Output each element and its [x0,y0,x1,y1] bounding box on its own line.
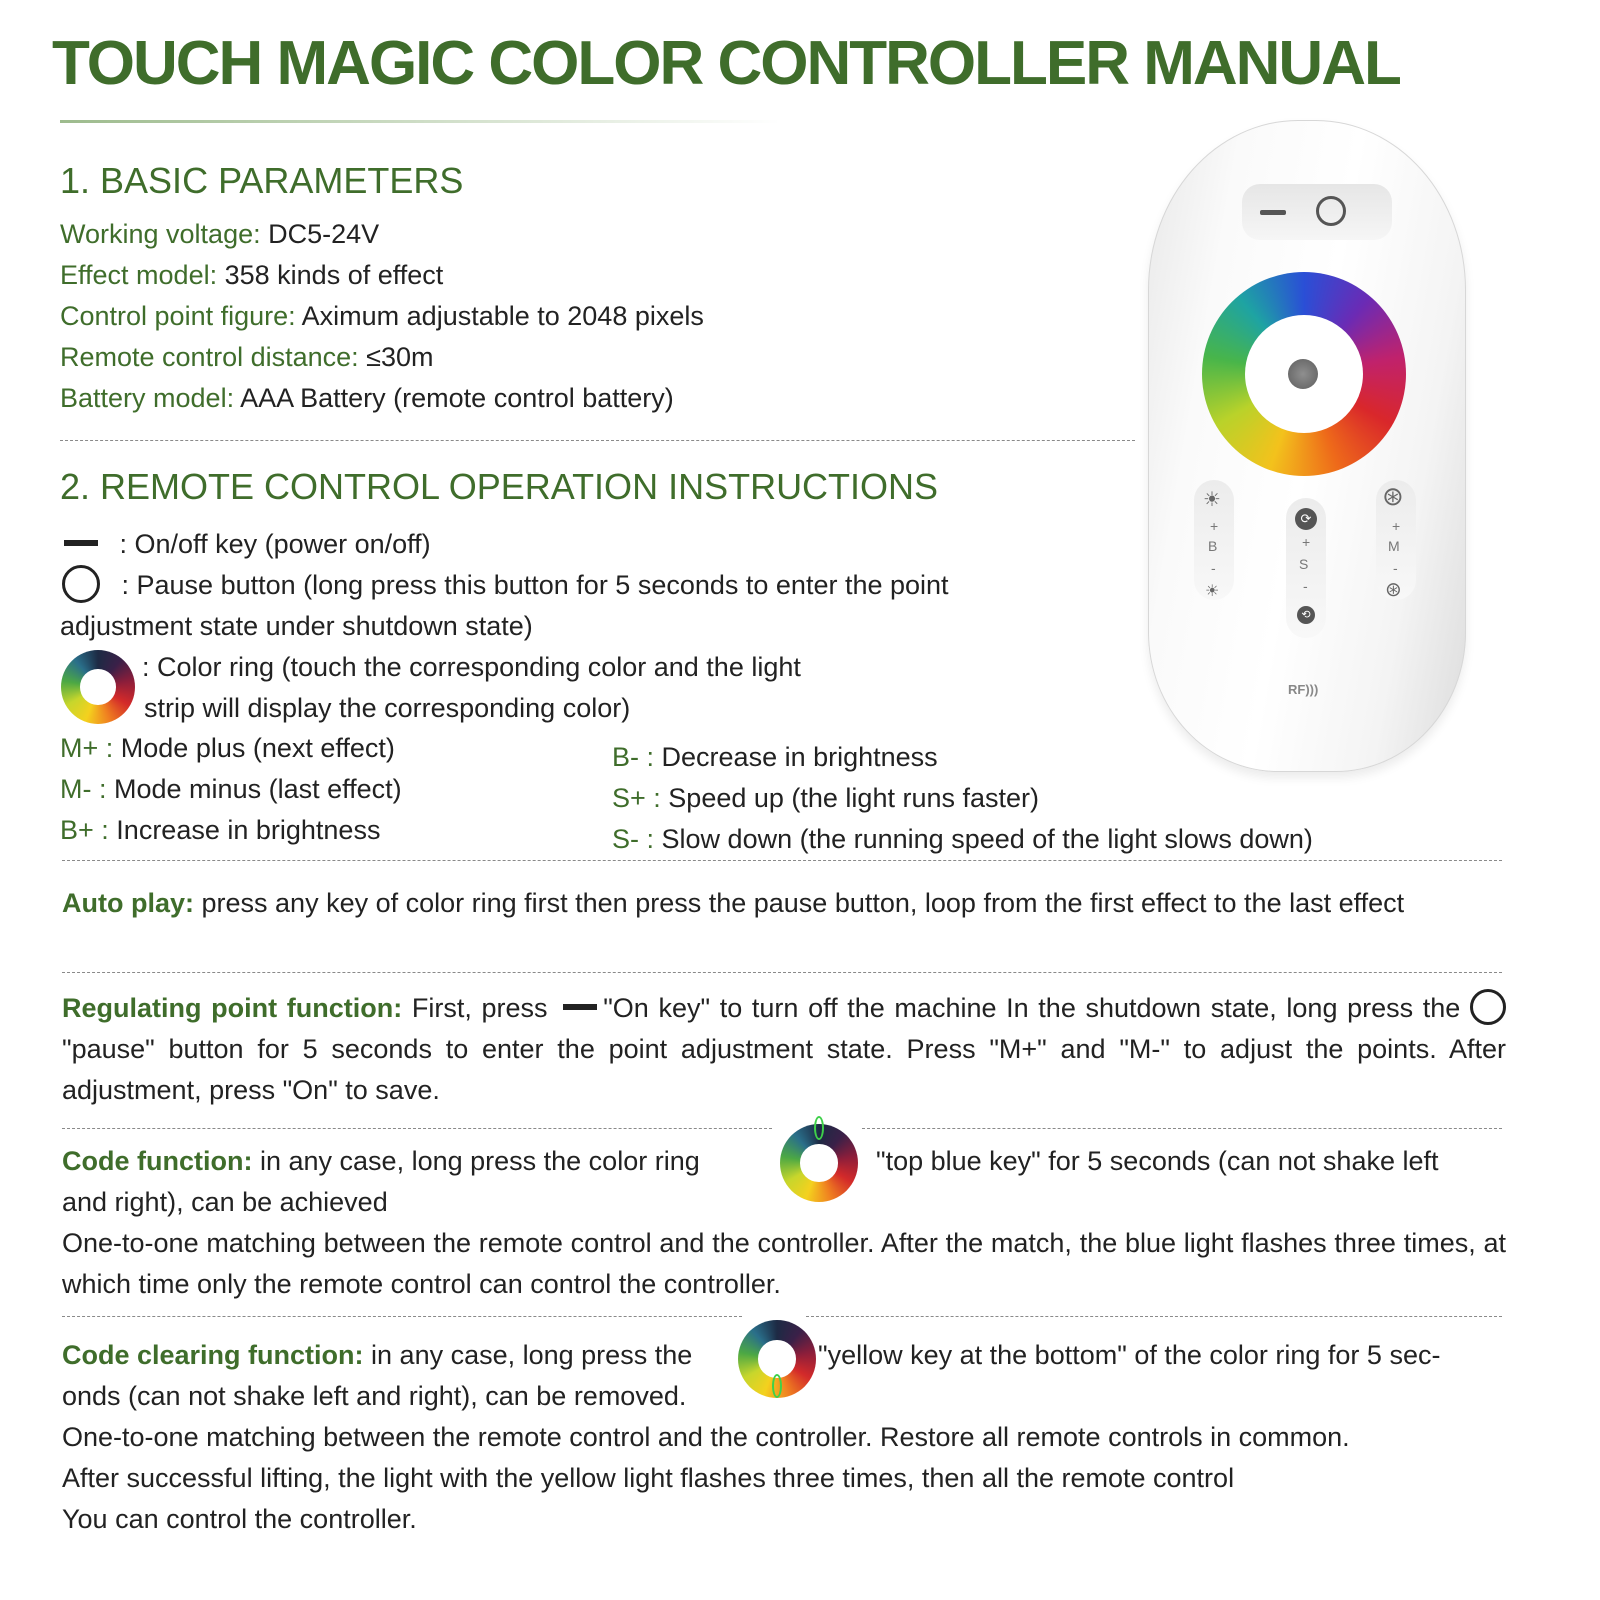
code-label: Code function: [62,1146,253,1176]
key-desc: Decrease in brightness [661,742,938,772]
key-name: M- : [60,774,107,804]
clearing-text-c: onds (can not shake left and right), can be removed. [62,1381,687,1411]
plus-label: + [1392,518,1401,534]
pause-desc: : Pause button (long press this button for 5 seconds to enter the point [121,570,949,600]
plus-label: + [1210,518,1219,534]
key-name: S- : [612,824,655,854]
m-label: M [1388,538,1400,554]
remote-center-button [1288,359,1318,389]
param-row [60,255,704,296]
divider [62,860,1502,861]
color-ring-icon [61,650,135,724]
key-desc: Increase in brightness [116,815,381,845]
param-row [60,378,704,419]
code-text-a: in any case, long press the color ring [259,1146,700,1176]
param-label: Working voltage: [60,219,261,249]
minus-label: - [1211,560,1216,576]
minus-label: - [1303,578,1308,594]
param-value: AAA Battery (remote control battery) [240,383,674,413]
key-row [612,778,1313,819]
key-name: S+ : [612,783,661,813]
remote-control-image [1148,120,1466,772]
rf-waves-icon: ))) [1305,682,1319,697]
divider [62,972,1502,973]
divider [62,1128,772,1129]
ring-desc: : Color ring (touch the corresponding color and the light [142,652,801,682]
code-row-1 [62,1141,700,1182]
onoff-row [64,524,431,565]
regulating-paragraph [62,988,1506,1111]
page-title: TOUCH MAGIC COLOR CONTROLLER MANUAL [52,29,1400,98]
clearing-row-1 [62,1335,692,1376]
autoplay-paragraph [62,883,1506,924]
mode-circles-small-icon: ⊛ [1385,579,1402,601]
pause-button-icon [1316,196,1346,226]
sun-large-icon: ☀ [1203,489,1221,511]
minus-key-icon [64,540,98,546]
onoff-desc: : On/off key (power on/off) [119,529,431,559]
regulating-text-c: "pause" button for 5 seconds to enter the point adjustment state. Press "M+" and "M-" to adjust the points. After adjustment, press "On" to save. [62,1034,1506,1105]
clearing-text-e: After successful lifting, the light with the yellow light flashes three times, then all the remote control [62,1463,1235,1493]
code-text-d: One-to-one matching between the remote control and the controller. After the match, the blue light flashes three times, at which time only the remote control can control the controller. [62,1228,1506,1299]
key-row [612,819,1313,860]
code-text-b: "top blue key" for 5 seconds (can not shake left [876,1146,1439,1176]
pause-key-icon [1470,989,1506,1025]
param-value: ≤30m [366,342,434,372]
param-value: 358 kinds of effect [224,260,444,290]
divider [62,1316,742,1317]
regulating-text-b: "On key" to turn off the machine In the shutdown state, long press the [603,993,1461,1023]
clearing-label: Code clearing function: [62,1340,364,1370]
regulating-label: Regulating point function: [62,993,403,1023]
autoplay-text: press any key of color ring first then press the pause button, loop from the first effect to the last effect [201,888,1405,918]
divider [806,1316,1502,1317]
pause-row [62,565,949,606]
pause-key-icon [62,565,100,603]
param-row [60,337,704,378]
section1-heading: 1. BASIC PARAMETERS [60,160,464,201]
minus-label: - [1393,560,1398,576]
clearing-text-d: One-to-one matching between the remote control and the controller. Restore all remote controls in common. [62,1422,1350,1452]
pause-desc-cont: adjustment state under shutdown state) [60,611,533,641]
slow-down-icon: ⟲ [1297,606,1315,624]
rf-text: RF [1288,682,1306,697]
param-row [60,296,704,337]
param-label: Effect model: [60,260,218,290]
s-label: S [1299,556,1309,572]
key-name: B- : [612,742,655,772]
key-desc: Speed up (the light runs faster) [668,783,1040,813]
rf-label [1288,682,1318,697]
ring-desc-cont: strip will display the corresponding color) [144,693,631,723]
key-row [60,769,402,810]
mode-circles-icon: ⊛ [1382,481,1404,511]
clearing-text-a: in any case, long press the [371,1340,693,1370]
params-list [60,214,704,419]
param-value: DC5-24V [268,219,380,249]
param-row [60,214,704,255]
b-label: B [1208,538,1218,554]
clearing-text-f: You can control the controller. [62,1504,417,1534]
bottom-key-marker [772,1374,782,1398]
key-desc: Mode minus (last effect) [114,774,402,804]
section2-heading: 2. REMOTE CONTROL OPERATION INSTRUCTIONS [60,466,939,507]
key-row [60,728,402,769]
key-desc: Mode plus (next effect) [120,733,395,763]
param-label: Control point figure: [60,301,296,331]
divider [862,1128,1502,1129]
key-row [60,810,402,851]
param-label: Battery model: [60,383,235,413]
clearing-text-b: "yellow key at the bottom" of the color ring for 5 sec- [818,1340,1441,1370]
plus-label: + [1302,534,1311,550]
param-label: Remote control distance: [60,342,359,372]
minus-key-icon [563,1004,597,1010]
speed-up-icon: ⟳ [1295,508,1317,530]
autoplay-label: Auto play: [62,888,194,918]
sun-small-icon: ☀ [1205,583,1220,600]
divider [60,440,1135,441]
key-name: B+ : [60,815,109,845]
code-text-c: and right), can be achieved [62,1187,388,1217]
keys-left [60,728,402,851]
key-desc: Slow down (the running speed of the light slows down) [661,824,1313,854]
regulating-text-a: First, press [411,993,548,1023]
key-name: M+ : [60,733,114,763]
top-key-marker [814,1116,824,1140]
title-underline [60,120,780,123]
param-value: Aximum adjustable to 2048 pixels [301,301,704,331]
onoff-button-icon [1260,210,1286,215]
